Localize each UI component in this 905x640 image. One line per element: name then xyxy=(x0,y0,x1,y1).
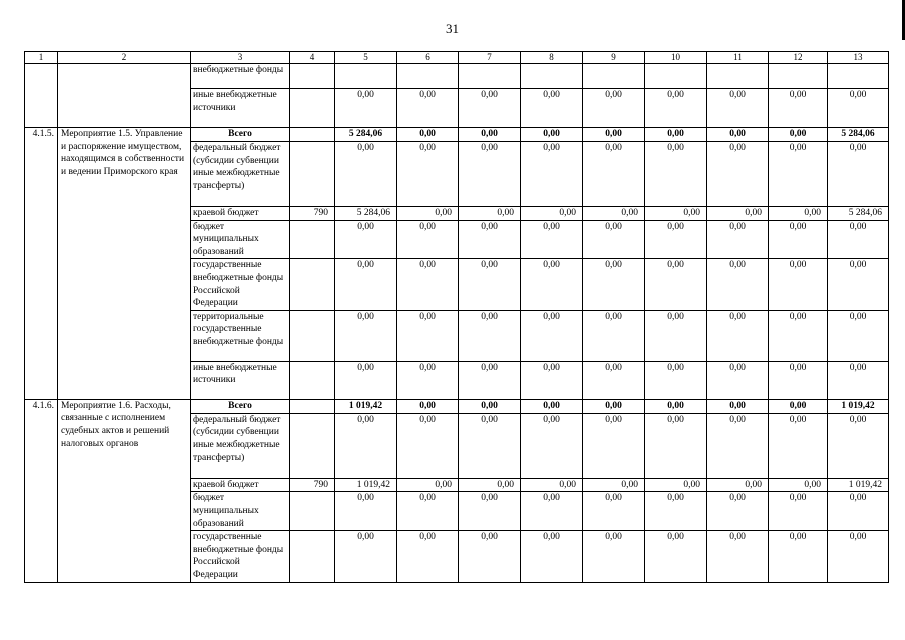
budget-code xyxy=(290,492,335,531)
amount-cell: 0,00 xyxy=(769,207,828,221)
funding-source: федеральный бюджет (субсидии субвенции иные межбюджетные трансферты) xyxy=(191,142,290,207)
amount-cell: 0,00 xyxy=(769,142,828,207)
measure-number: 4.1.6. xyxy=(25,399,58,582)
measure-number: 4.1.5. xyxy=(25,128,58,400)
amount-cell: 0,00 xyxy=(583,531,645,582)
amount-cell: 1 019,42 xyxy=(828,478,889,492)
budget-code xyxy=(290,361,335,399)
amount-cell: 0,00 xyxy=(459,413,521,478)
amount-cell: 0,00 xyxy=(828,310,889,361)
amount-cell: 0,00 xyxy=(707,531,769,582)
amount-cell: 0,00 xyxy=(397,220,459,259)
amount-cell: 0,00 xyxy=(335,492,397,531)
amount-cell: 0,00 xyxy=(521,259,583,310)
amount-cell: 0,00 xyxy=(397,361,459,399)
measure-name: Мероприятие 1.6. Расходы, связанные с исполнением судебных актов и решений налоговых органов xyxy=(58,399,191,582)
amount-cell: 0,00 xyxy=(828,220,889,259)
amount-cell: 0,00 xyxy=(769,128,828,142)
amount-cell: 0,00 xyxy=(828,413,889,478)
amount-cell: 0,00 xyxy=(335,310,397,361)
amount-cell xyxy=(828,64,889,89)
amount-cell: 0,00 xyxy=(583,413,645,478)
col-header: 7 xyxy=(459,52,521,64)
col-header: 3 xyxy=(191,52,290,64)
funding-source: Всего xyxy=(191,128,290,142)
budget-code xyxy=(290,531,335,582)
col-header: 4 xyxy=(290,52,335,64)
funding-source: Всего xyxy=(191,399,290,413)
amount-cell: 0,00 xyxy=(397,310,459,361)
funding-source: бюджет муниципальных образований xyxy=(191,492,290,531)
col-header: 6 xyxy=(397,52,459,64)
amount-cell: 0,00 xyxy=(707,478,769,492)
amount-cell: 0,00 xyxy=(397,492,459,531)
amount-cell: 0,00 xyxy=(335,361,397,399)
amount-cell: 5 284,06 xyxy=(335,207,397,221)
amount-cell: 0,00 xyxy=(769,310,828,361)
amount-cell: 0,00 xyxy=(521,220,583,259)
amount-cell: 0,00 xyxy=(521,413,583,478)
amount-cell: 0,00 xyxy=(397,142,459,207)
amount-cell: 5 284,06 xyxy=(828,128,889,142)
amount-cell: 0,00 xyxy=(707,220,769,259)
amount-cell: 0,00 xyxy=(335,259,397,310)
column-number-row xyxy=(25,52,889,64)
amount-cell: 0,00 xyxy=(828,89,889,128)
amount-cell: 0,00 xyxy=(828,259,889,310)
measure-total-row xyxy=(25,399,889,413)
funding-source: бюджет муниципальных образований xyxy=(191,220,290,259)
amount-cell: 0,00 xyxy=(459,89,521,128)
amount-cell: 0,00 xyxy=(645,413,707,478)
amount-cell: 0,00 xyxy=(828,142,889,207)
amount-cell: 0,00 xyxy=(645,220,707,259)
amount-cell: 0,00 xyxy=(459,128,521,142)
amount-cell: 0,00 xyxy=(707,399,769,413)
funding-source: государственные внебюджетные фонды Российской Федерации xyxy=(191,259,290,310)
col-header: 12 xyxy=(769,52,828,64)
amount-cell: 0,00 xyxy=(645,361,707,399)
amount-cell: 0,00 xyxy=(397,259,459,310)
amount-cell: 0,00 xyxy=(397,207,459,221)
budget-code xyxy=(290,259,335,310)
col-header: 2 xyxy=(58,52,191,64)
amount-cell: 0,00 xyxy=(521,531,583,582)
amount-cell: 5 284,06 xyxy=(828,207,889,221)
amount-cell: 0,00 xyxy=(707,492,769,531)
budget-table xyxy=(24,51,889,583)
budget-code xyxy=(290,413,335,478)
amount-cell: 0,00 xyxy=(521,128,583,142)
amount-cell: 0,00 xyxy=(459,531,521,582)
amount-cell: 0,00 xyxy=(645,207,707,221)
amount-cell: 0,00 xyxy=(397,478,459,492)
amount-cell: 0,00 xyxy=(521,207,583,221)
measure-name: Мероприятие 1.5. Управление и распоряжение имуществом, находящимся в собственности и ведении Приморского края xyxy=(58,128,191,400)
amount-cell: 0,00 xyxy=(459,310,521,361)
amount-cell: 0,00 xyxy=(583,478,645,492)
funding-source: иные внебюджетные источники xyxy=(191,361,290,399)
amount-cell: 0,00 xyxy=(828,531,889,582)
amount-cell: 0,00 xyxy=(645,478,707,492)
amount-cell: 0,00 xyxy=(645,399,707,413)
amount-cell: 0,00 xyxy=(707,207,769,221)
page-number: 31 xyxy=(446,21,459,36)
amount-cell: 0,00 xyxy=(645,531,707,582)
amount-cell: 0,00 xyxy=(707,89,769,128)
amount-cell: 0,00 xyxy=(645,310,707,361)
amount-cell: 0,00 xyxy=(521,142,583,207)
amount-cell: 0,00 xyxy=(583,399,645,413)
amount-cell: 0,00 xyxy=(583,128,645,142)
amount-cell: 0,00 xyxy=(583,207,645,221)
amount-cell: 0,00 xyxy=(645,259,707,310)
amount-cell: 1 019,42 xyxy=(828,399,889,413)
amount-cell xyxy=(583,64,645,89)
amount-cell: 0,00 xyxy=(335,220,397,259)
amount-cell: 0,00 xyxy=(583,259,645,310)
col-header: 13 xyxy=(828,52,889,64)
amount-cell: 0,00 xyxy=(583,310,645,361)
col-header: 5 xyxy=(335,52,397,64)
budget-code xyxy=(290,142,335,207)
amount-cell: 0,00 xyxy=(335,413,397,478)
amount-cell: 0,00 xyxy=(769,89,828,128)
budget-code xyxy=(290,220,335,259)
amount-cell: 0,00 xyxy=(769,478,828,492)
measure-number-cell xyxy=(25,64,58,128)
amount-cell: 0,00 xyxy=(397,413,459,478)
amount-cell: 0,00 xyxy=(459,399,521,413)
amount-cell: 0,00 xyxy=(645,492,707,531)
amount-cell: 0,00 xyxy=(583,142,645,207)
funding-source: краевой бюджет xyxy=(191,478,290,492)
amount-cell: 0,00 xyxy=(397,399,459,413)
amount-cell: 0,00 xyxy=(707,128,769,142)
amount-cell: 0,00 xyxy=(769,413,828,478)
amount-cell: 0,00 xyxy=(335,89,397,128)
col-header: 10 xyxy=(645,52,707,64)
amount-cell: 0,00 xyxy=(459,259,521,310)
amount-cell xyxy=(459,64,521,89)
amount-cell: 0,00 xyxy=(645,89,707,128)
amount-cell: 0,00 xyxy=(459,478,521,492)
funding-source: федеральный бюджет (субсидии субвенции иные межбюджетные трансферты) xyxy=(191,413,290,478)
amount-cell: 0,00 xyxy=(769,220,828,259)
budget-code: 790 xyxy=(290,478,335,492)
amount-cell: 0,00 xyxy=(521,89,583,128)
amount-cell: 0,00 xyxy=(828,361,889,399)
amount-cell: 0,00 xyxy=(583,492,645,531)
amount-cell xyxy=(521,64,583,89)
amount-cell: 0,00 xyxy=(707,142,769,207)
funding-source: внебюджетные фонды xyxy=(191,64,290,89)
amount-cell: 0,00 xyxy=(707,361,769,399)
amount-cell: 0,00 xyxy=(828,492,889,531)
funding-source: территориальные государственные внебюджетные фонды xyxy=(191,310,290,361)
measure-name-cell xyxy=(58,64,191,128)
amount-cell: 0,00 xyxy=(459,492,521,531)
col-header: 1 xyxy=(25,52,58,64)
amount-cell: 0,00 xyxy=(769,531,828,582)
budget-code xyxy=(290,89,335,128)
amount-cell: 1 019,42 xyxy=(335,399,397,413)
amount-cell: 0,00 xyxy=(397,531,459,582)
amount-cell: 0,00 xyxy=(459,207,521,221)
amount-cell: 0,00 xyxy=(645,128,707,142)
amount-cell: 0,00 xyxy=(521,478,583,492)
amount-cell: 0,00 xyxy=(459,220,521,259)
amount-cell: 0,00 xyxy=(769,399,828,413)
col-header: 11 xyxy=(707,52,769,64)
amount-cell: 0,00 xyxy=(521,361,583,399)
amount-cell xyxy=(335,64,397,89)
amount-cell: 0,00 xyxy=(397,128,459,142)
amount-cell: 0,00 xyxy=(459,361,521,399)
amount-cell xyxy=(707,64,769,89)
budget-code xyxy=(290,128,335,142)
col-header: 9 xyxy=(583,52,645,64)
funding-source: иные внебюджетные источники xyxy=(191,89,290,128)
amount-cell: 0,00 xyxy=(521,399,583,413)
amount-cell: 0,00 xyxy=(645,142,707,207)
amount-cell: 0,00 xyxy=(583,220,645,259)
amount-cell: 0,00 xyxy=(521,492,583,531)
budget-code xyxy=(290,64,335,89)
amount-cell: 0,00 xyxy=(583,361,645,399)
amount-cell: 0,00 xyxy=(769,361,828,399)
budget-code xyxy=(290,310,335,361)
budget-code xyxy=(290,399,335,413)
budget-code: 790 xyxy=(290,207,335,221)
amount-cell: 0,00 xyxy=(769,492,828,531)
amount-cell: 0,00 xyxy=(707,413,769,478)
amount-cell: 0,00 xyxy=(707,259,769,310)
amount-cell: 0,00 xyxy=(707,310,769,361)
amount-cell: 0,00 xyxy=(459,142,521,207)
amount-cell: 0,00 xyxy=(397,89,459,128)
amount-cell: 0,00 xyxy=(335,142,397,207)
amount-cell xyxy=(769,64,828,89)
amount-cell: 0,00 xyxy=(521,310,583,361)
amount-cell: 5 284,06 xyxy=(335,128,397,142)
amount-cell: 0,00 xyxy=(583,89,645,128)
amount-cell xyxy=(397,64,459,89)
measure-total-row xyxy=(25,128,889,142)
amount-cell xyxy=(645,64,707,89)
funding-source: краевой бюджет xyxy=(191,207,290,221)
table-row xyxy=(25,64,889,89)
col-header: 8 xyxy=(521,52,583,64)
amount-cell: 0,00 xyxy=(769,259,828,310)
funding-source: государственные внебюджетные фонды Российской Федерации xyxy=(191,531,290,582)
amount-cell: 1 019,42 xyxy=(335,478,397,492)
amount-cell: 0,00 xyxy=(335,531,397,582)
